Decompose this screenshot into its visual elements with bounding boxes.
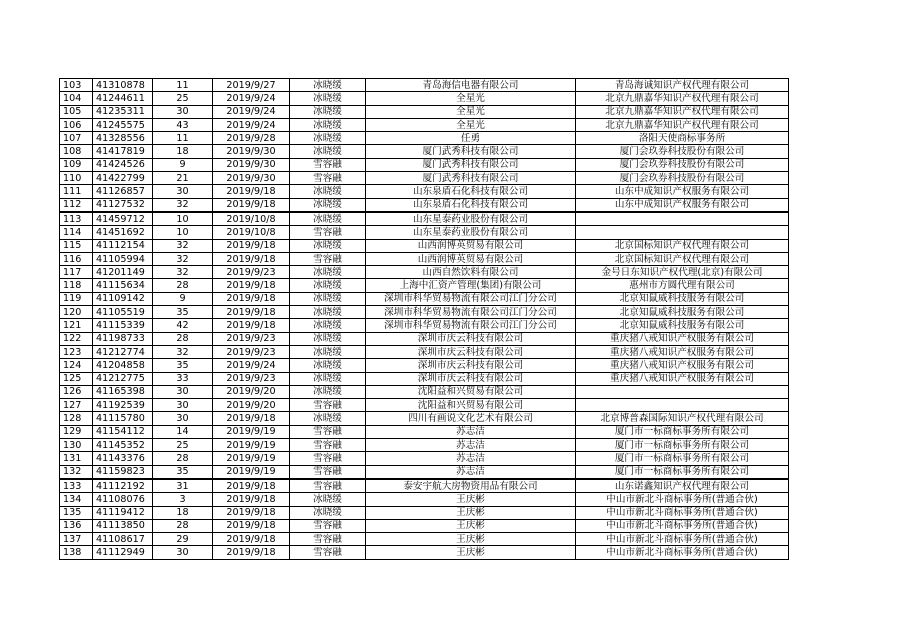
class-cell[interactable]: 21 <box>153 172 213 185</box>
row-index-cell[interactable]: 125 <box>60 372 93 385</box>
date-cell[interactable]: 2019/9/30 <box>213 172 290 185</box>
class-cell[interactable]: 25 <box>153 439 213 452</box>
mark-name-cell[interactable]: 雪容融 <box>290 226 366 239</box>
row-index-cell[interactable]: 121 <box>60 319 93 332</box>
date-cell[interactable]: 2019/9/24 <box>213 359 290 372</box>
mark-name-cell[interactable]: 冰晓缓 <box>290 319 366 332</box>
applicant-cell[interactable]: 四川有画说文化艺术有限公司 <box>366 412 576 425</box>
mark-name-cell[interactable]: 雪容融 <box>290 452 366 465</box>
application-number-cell[interactable]: 41328556 <box>93 132 153 145</box>
applicant-cell[interactable]: 深圳市庆云科技有限公司 <box>366 345 576 358</box>
agency-cell[interactable]: 厦门市一标商标事务所有限公司 <box>576 465 789 479</box>
table-row <box>60 439 789 452</box>
date-cell[interactable]: 2019/9/18 <box>213 279 290 292</box>
table-row <box>60 226 789 239</box>
table-row <box>60 372 789 385</box>
class-cell[interactable]: 35 <box>153 359 213 372</box>
mark-name-cell[interactable]: 冰晓缓 <box>290 412 366 425</box>
class-cell[interactable]: 30 <box>153 399 213 412</box>
row-index-cell[interactable]: 113 <box>60 212 93 226</box>
class-cell[interactable]: 35 <box>153 306 213 319</box>
agency-cell[interactable]: 重庆猪八戒知识产权服务有限公司 <box>576 359 789 372</box>
mark-name-cell[interactable]: 雪容融 <box>290 252 366 265</box>
table-row <box>60 399 789 412</box>
applicant-cell[interactable]: 山西自然饮料有限公司 <box>366 266 576 279</box>
row-index-cell[interactable]: 137 <box>60 533 93 546</box>
applicant-cell[interactable]: 苏志洁 <box>366 425 576 438</box>
mark-name-cell[interactable]: 雪容融 <box>290 533 366 546</box>
mark-name-cell[interactable]: 冰晓缓 <box>290 332 366 345</box>
spreadsheet <box>59 78 789 560</box>
mark-name-cell[interactable]: 冰晓缓 <box>290 145 366 158</box>
application-number-cell[interactable]: 41212775 <box>93 372 153 385</box>
application-number-cell[interactable]: 41422799 <box>93 172 153 185</box>
application-number-cell[interactable]: 41126857 <box>93 185 153 198</box>
table-row <box>60 239 789 252</box>
row-index-cell[interactable]: 126 <box>60 385 93 398</box>
class-cell[interactable]: 18 <box>153 145 213 158</box>
applicant-cell[interactable]: 厦门武秀科技有限公司 <box>366 145 576 158</box>
application-number-cell[interactable]: 41159823 <box>93 465 153 479</box>
application-number-cell[interactable]: 41424526 <box>93 158 153 171</box>
table-row <box>60 145 789 158</box>
class-cell[interactable]: 9 <box>153 158 213 171</box>
row-index-cell[interactable]: 120 <box>60 306 93 319</box>
table-row <box>60 519 789 532</box>
application-number-cell[interactable]: 41204858 <box>93 359 153 372</box>
agency-cell[interactable]: 重庆猪八戒知识产权服务有限公司 <box>576 345 789 358</box>
agency-cell[interactable]: 洛阳天使商标事务所 <box>576 132 789 145</box>
agency-cell[interactable]: 金号日东知识产权代理(北京)有限公司 <box>576 266 789 279</box>
table-row <box>60 158 789 171</box>
agency-cell[interactable]: 中山市新北斗商标事务所(普通合伙) <box>576 546 789 559</box>
table-row <box>60 279 789 292</box>
table-row <box>60 266 789 279</box>
applicant-cell[interactable]: 泰安宇航大房物资用品有限公司 <box>366 479 576 493</box>
applicant-cell[interactable]: 王庆彬 <box>366 493 576 506</box>
class-cell[interactable]: 11 <box>153 132 213 145</box>
class-cell[interactable]: 28 <box>153 452 213 465</box>
class-cell[interactable]: 32 <box>153 198 213 212</box>
application-number-cell[interactable]: 41109142 <box>93 292 153 305</box>
class-cell[interactable]: 11 <box>153 79 213 92</box>
row-index-cell[interactable]: 123 <box>60 345 93 358</box>
mark-name-cell[interactable]: 冰晓缓 <box>290 92 366 105</box>
row-index-cell[interactable]: 110 <box>60 172 93 185</box>
application-number-cell[interactable]: 41165398 <box>93 385 153 398</box>
class-cell[interactable]: 30 <box>153 185 213 198</box>
mark-name-cell[interactable]: 冰晓缓 <box>290 198 366 212</box>
row-index-cell[interactable]: 107 <box>60 132 93 145</box>
date-cell[interactable]: 2019/9/18 <box>213 519 290 532</box>
application-number-cell[interactable]: 41244611 <box>93 92 153 105</box>
application-number-cell[interactable]: 41108617 <box>93 533 153 546</box>
applicant-cell[interactable]: 深圳市庆云科技有限公司 <box>366 372 576 385</box>
applicant-cell[interactable]: 王庆彬 <box>366 519 576 532</box>
table-row <box>60 185 789 198</box>
table-row <box>60 533 789 546</box>
date-cell[interactable]: 2019/9/18 <box>213 506 290 519</box>
row-index-cell[interactable]: 136 <box>60 519 93 532</box>
row-index-cell[interactable]: 128 <box>60 412 93 425</box>
application-number-cell[interactable]: 41143376 <box>93 452 153 465</box>
application-number-cell[interactable]: 41198733 <box>93 332 153 345</box>
date-cell[interactable]: 2019/10/8 <box>213 212 290 226</box>
table-row <box>60 118 789 131</box>
class-cell[interactable]: 3 <box>153 493 213 506</box>
row-index-cell[interactable]: 105 <box>60 105 93 118</box>
agency-cell[interactable]: 中山市新北斗商标事务所(普通合伙) <box>576 493 789 506</box>
table-row <box>60 252 789 265</box>
table-row <box>60 452 789 465</box>
class-cell[interactable]: 10 <box>153 212 213 226</box>
class-cell[interactable]: 31 <box>153 479 213 493</box>
class-cell[interactable]: 29 <box>153 533 213 546</box>
applicant-cell[interactable]: 任勇 <box>366 132 576 145</box>
agency-cell[interactable]: 北京博普森国际知识产权代理有限公司 <box>576 412 789 425</box>
class-cell[interactable]: 32 <box>153 252 213 265</box>
applicant-cell[interactable]: 苏志洁 <box>366 439 576 452</box>
application-number-cell[interactable]: 41212774 <box>93 345 153 358</box>
applicant-cell[interactable]: 深圳市科华贸易物流有限公司江门分公司 <box>366 319 576 332</box>
date-cell[interactable]: 2019/9/23 <box>213 332 290 345</box>
applicant-cell[interactable]: 山西润博英贸易有限公司 <box>366 239 576 252</box>
application-number-cell[interactable]: 41105519 <box>93 306 153 319</box>
mark-name-cell[interactable]: 冰晓缓 <box>290 239 366 252</box>
date-cell[interactable]: 2019/9/19 <box>213 452 290 465</box>
date-cell[interactable]: 2019/9/18 <box>213 185 290 198</box>
table-row <box>60 132 789 145</box>
date-cell[interactable]: 2019/9/28 <box>213 132 290 145</box>
row-index-cell[interactable]: 133 <box>60 479 93 493</box>
applicant-cell[interactable]: 山东星泰药业股份有限公司 <box>366 212 576 226</box>
row-index-cell[interactable]: 106 <box>60 118 93 131</box>
table-row <box>60 412 789 425</box>
agency-cell[interactable]: 中山市新北斗商标事务所(普通合伙) <box>576 506 789 519</box>
agency-cell[interactable]: 重庆猪八戒知识产权服务有限公司 <box>576 372 789 385</box>
class-cell[interactable]: 25 <box>153 92 213 105</box>
class-cell[interactable]: 42 <box>153 319 213 332</box>
mark-name-cell[interactable]: 雪容融 <box>290 172 366 185</box>
application-number-cell[interactable]: 41417819 <box>93 145 153 158</box>
row-index-cell[interactable]: 111 <box>60 185 93 198</box>
applicant-cell[interactable]: 全星光 <box>366 105 576 118</box>
mark-name-cell[interactable]: 冰晓缓 <box>290 372 366 385</box>
date-cell[interactable]: 2019/9/18 <box>213 546 290 559</box>
mark-name-cell[interactable]: 冰晓缓 <box>290 212 366 226</box>
application-number-cell[interactable]: 41108076 <box>93 493 153 506</box>
agency-cell[interactable] <box>576 399 789 412</box>
table-row <box>60 345 789 358</box>
applicant-cell[interactable]: 山东泉盾石化科技有限公司 <box>366 185 576 198</box>
date-cell[interactable]: 2019/9/24 <box>213 118 290 131</box>
applicant-cell[interactable]: 苏志洁 <box>366 452 576 465</box>
table-row <box>60 79 789 92</box>
row-index-cell[interactable]: 116 <box>60 252 93 265</box>
mark-name-cell[interactable]: 冰晓缓 <box>290 306 366 319</box>
class-cell[interactable]: 30 <box>153 105 213 118</box>
table-row <box>60 319 789 332</box>
table-row <box>60 105 789 118</box>
agency-cell[interactable]: 山东中成知识产权服务有限公司 <box>576 198 789 212</box>
class-cell[interactable]: 32 <box>153 345 213 358</box>
date-cell[interactable]: 2019/9/19 <box>213 465 290 479</box>
date-cell[interactable]: 2019/9/18 <box>213 412 290 425</box>
mark-name-cell[interactable]: 雪容融 <box>290 465 366 479</box>
date-cell[interactable]: 2019/9/18 <box>213 239 290 252</box>
mark-name-cell[interactable]: 雪容融 <box>290 479 366 493</box>
application-number-cell[interactable]: 41115634 <box>93 279 153 292</box>
mark-name-cell[interactable]: 雪容融 <box>290 158 366 171</box>
agency-cell[interactable]: 北京九鼎嘉华知识产权代理有限公司 <box>576 105 789 118</box>
mark-name-cell[interactable]: 冰晓缓 <box>290 132 366 145</box>
class-cell[interactable]: 30 <box>153 412 213 425</box>
applicant-cell[interactable]: 全星光 <box>366 92 576 105</box>
table-row <box>60 479 789 493</box>
application-number-cell[interactable]: 41154112 <box>93 425 153 438</box>
row-index-cell[interactable]: 104 <box>60 92 93 105</box>
row-index-cell[interactable]: 131 <box>60 452 93 465</box>
table-row <box>60 332 789 345</box>
date-cell[interactable]: 2019/9/30 <box>213 145 290 158</box>
applicant-cell[interactable]: 全星光 <box>366 118 576 131</box>
class-cell[interactable]: 10 <box>153 226 213 239</box>
agency-cell[interactable]: 山东中成知识产权服务有限公司 <box>576 185 789 198</box>
agency-cell[interactable]: 厦门会玖券科技股份有限公司 <box>576 172 789 185</box>
date-cell[interactable]: 2019/10/8 <box>213 226 290 239</box>
applicant-cell[interactable]: 王庆彬 <box>366 506 576 519</box>
application-number-cell[interactable]: 41115780 <box>93 412 153 425</box>
agency-cell[interactable]: 中山市新北斗商标事务所(普通合伙) <box>576 533 789 546</box>
date-cell[interactable]: 2019/9/18 <box>213 493 290 506</box>
class-cell[interactable]: 33 <box>153 372 213 385</box>
date-cell[interactable]: 2019/9/27 <box>213 79 290 92</box>
table-body <box>60 79 789 560</box>
class-cell[interactable]: 28 <box>153 279 213 292</box>
agency-cell[interactable] <box>576 212 789 226</box>
mark-name-cell[interactable]: 雪容融 <box>290 439 366 452</box>
mark-name-cell[interactable]: 冰晓缓 <box>290 292 366 305</box>
date-cell[interactable]: 2019/9/18 <box>213 306 290 319</box>
applicant-cell[interactable]: 王庆彬 <box>366 533 576 546</box>
date-cell[interactable]: 2019/9/19 <box>213 425 290 438</box>
table-row <box>60 292 789 305</box>
applicant-cell[interactable]: 深圳市科华贸易物流有限公司江门分公司 <box>366 292 576 305</box>
table-row <box>60 306 789 319</box>
table-row <box>60 172 789 185</box>
row-index-cell[interactable]: 109 <box>60 158 93 171</box>
row-index-cell[interactable]: 114 <box>60 226 93 239</box>
applicant-cell[interactable]: 王庆彬 <box>366 546 576 559</box>
row-index-cell[interactable]: 115 <box>60 239 93 252</box>
mark-name-cell[interactable]: 冰晓缓 <box>290 359 366 372</box>
row-index-cell[interactable]: 118 <box>60 279 93 292</box>
mark-name-cell[interactable]: 冰晓缓 <box>290 266 366 279</box>
table-row <box>60 465 789 479</box>
table-row <box>60 92 789 105</box>
applicant-cell[interactable]: 深圳市庆云科技有限公司 <box>366 332 576 345</box>
class-cell[interactable]: 28 <box>153 332 213 345</box>
date-cell[interactable]: 2019/9/30 <box>213 158 290 171</box>
table-row <box>60 385 789 398</box>
row-index-cell[interactable]: 134 <box>60 493 93 506</box>
class-cell[interactable]: 30 <box>153 385 213 398</box>
row-index-cell[interactable]: 130 <box>60 439 93 452</box>
agency-cell[interactable]: 北京九鼎嘉华知识产权代理有限公司 <box>576 118 789 131</box>
date-cell[interactable]: 2019/9/18 <box>213 479 290 493</box>
applicant-cell[interactable]: 山东泉盾石化科技有限公司 <box>366 198 576 212</box>
application-number-cell[interactable]: 41201149 <box>93 266 153 279</box>
table-row <box>60 493 789 506</box>
agency-cell[interactable] <box>576 385 789 398</box>
date-cell[interactable]: 2019/9/23 <box>213 266 290 279</box>
agency-cell[interactable]: 中山市新北斗商标事务所(普通合伙) <box>576 519 789 532</box>
date-cell[interactable]: 2019/9/24 <box>213 92 290 105</box>
agency-cell[interactable]: 厦门市一标商标事务所有限公司 <box>576 439 789 452</box>
application-number-cell[interactable]: 41112949 <box>93 546 153 559</box>
applicant-cell[interactable]: 沈阳益和兴贸易有限公司 <box>366 385 576 398</box>
date-cell[interactable]: 2019/9/19 <box>213 439 290 452</box>
row-index-cell[interactable]: 103 <box>60 79 93 92</box>
application-number-cell[interactable]: 41451692 <box>93 226 153 239</box>
agency-cell[interactable]: 厦门会玖券科技股份有限公司 <box>576 145 789 158</box>
table-row <box>60 198 789 212</box>
date-cell[interactable]: 2019/9/18 <box>213 198 290 212</box>
table-row <box>60 506 789 519</box>
class-cell[interactable]: 32 <box>153 239 213 252</box>
date-cell[interactable]: 2019/9/23 <box>213 372 290 385</box>
mark-name-cell[interactable]: 雪容融 <box>290 519 366 532</box>
applicant-cell[interactable]: 沈阳益和兴贸易有限公司 <box>366 399 576 412</box>
application-number-cell[interactable]: 41235311 <box>93 105 153 118</box>
mark-name-cell[interactable]: 冰晓缓 <box>290 79 366 92</box>
date-cell[interactable]: 2019/9/18 <box>213 319 290 332</box>
agency-cell[interactable]: 北京国标知识产权代理有限公司 <box>576 239 789 252</box>
agency-cell[interactable]: 北京九鼎嘉华知识产权代理有限公司 <box>576 92 789 105</box>
applicant-cell[interactable]: 青岛海信电器有限公司 <box>366 79 576 92</box>
applicant-cell[interactable]: 深圳市庆云科技有限公司 <box>366 359 576 372</box>
applicant-cell[interactable]: 深圳市科华贸易物流有限公司江门分公司 <box>366 306 576 319</box>
row-index-cell[interactable]: 135 <box>60 506 93 519</box>
class-cell[interactable]: 43 <box>153 118 213 131</box>
date-cell[interactable]: 2019/9/24 <box>213 105 290 118</box>
row-index-cell[interactable]: 122 <box>60 332 93 345</box>
application-number-cell[interactable]: 41245575 <box>93 118 153 131</box>
row-index-cell[interactable]: 108 <box>60 145 93 158</box>
agency-cell[interactable]: 厦门市一标商标事务所有限公司 <box>576 425 789 438</box>
agency-cell[interactable]: 北京知鼠威科技服务有限公司 <box>576 306 789 319</box>
applicant-cell[interactable]: 厦门武秀科技有限公司 <box>366 172 576 185</box>
agency-cell[interactable]: 北京知鼠威科技服务有限公司 <box>576 319 789 332</box>
agency-cell[interactable]: 北京国标知识产权代理有限公司 <box>576 252 789 265</box>
application-number-cell[interactable]: 41127532 <box>93 198 153 212</box>
application-number-cell[interactable]: 41145352 <box>93 439 153 452</box>
applicant-cell[interactable]: 厦门武秀科技有限公司 <box>366 158 576 171</box>
row-index-cell[interactable]: 124 <box>60 359 93 372</box>
applicant-cell[interactable]: 苏志洁 <box>366 465 576 479</box>
row-index-cell[interactable]: 117 <box>60 266 93 279</box>
application-number-cell[interactable]: 41192539 <box>93 399 153 412</box>
row-index-cell[interactable]: 119 <box>60 292 93 305</box>
row-index-cell[interactable]: 132 <box>60 465 93 479</box>
mark-name-cell[interactable]: 雪容融 <box>290 399 366 412</box>
mark-name-cell[interactable]: 冰晓缓 <box>290 118 366 131</box>
mark-name-cell[interactable]: 冰晓缓 <box>290 385 366 398</box>
mark-name-cell[interactable]: 冰晓缓 <box>290 345 366 358</box>
applicant-cell[interactable]: 山西润博英贸易有限公司 <box>366 252 576 265</box>
agency-cell[interactable]: 厦门市一标商标事务所有限公司 <box>576 452 789 465</box>
table-row <box>60 546 789 559</box>
date-cell[interactable]: 2019/9/20 <box>213 399 290 412</box>
agency-cell[interactable]: 惠州市方圆代理有限公司 <box>576 279 789 292</box>
mark-name-cell[interactable]: 冰晓缓 <box>290 279 366 292</box>
class-cell[interactable]: 14 <box>153 425 213 438</box>
agency-cell[interactable]: 厦门会玖券科技股份有限公司 <box>576 158 789 171</box>
trademark-table <box>59 78 789 560</box>
table-row <box>60 359 789 372</box>
mark-name-cell[interactable]: 冰晓缓 <box>290 493 366 506</box>
class-cell[interactable]: 9 <box>153 292 213 305</box>
application-number-cell[interactable]: 41105994 <box>93 252 153 265</box>
class-cell[interactable]: 32 <box>153 266 213 279</box>
class-cell[interactable]: 28 <box>153 519 213 532</box>
date-cell[interactable]: 2019/9/20 <box>213 385 290 398</box>
row-index-cell[interactable]: 112 <box>60 198 93 212</box>
agency-cell[interactable]: 北京知鼠威科技服务有限公司 <box>576 292 789 305</box>
table-row <box>60 425 789 438</box>
date-cell[interactable]: 2019/9/18 <box>213 252 290 265</box>
agency-cell[interactable]: 重庆猪八戒知识产权服务有限公司 <box>576 332 789 345</box>
mark-name-cell[interactable]: 冰晓缓 <box>290 105 366 118</box>
applicant-cell[interactable]: 山东星泰药业股份有限公司 <box>366 226 576 239</box>
row-index-cell[interactable]: 129 <box>60 425 93 438</box>
mark-name-cell[interactable]: 冰晓缓 <box>290 185 366 198</box>
application-number-cell[interactable]: 41310878 <box>93 79 153 92</box>
application-number-cell[interactable]: 41119412 <box>93 506 153 519</box>
mark-name-cell[interactable]: 雪容融 <box>290 425 366 438</box>
class-cell[interactable]: 18 <box>153 506 213 519</box>
application-number-cell[interactable]: 41113850 <box>93 519 153 532</box>
agency-cell[interactable]: 青岛海诚知识产权代理有限公司 <box>576 79 789 92</box>
row-index-cell[interactable]: 127 <box>60 399 93 412</box>
class-cell[interactable]: 35 <box>153 465 213 479</box>
application-number-cell[interactable]: 41112192 <box>93 479 153 493</box>
table-row <box>60 212 789 226</box>
row-index-cell[interactable]: 138 <box>60 546 93 559</box>
agency-cell[interactable] <box>576 226 789 239</box>
application-number-cell[interactable]: 41115339 <box>93 319 153 332</box>
date-cell[interactable]: 2019/9/18 <box>213 292 290 305</box>
mark-name-cell[interactable]: 冰晓缓 <box>290 506 366 519</box>
application-number-cell[interactable]: 41459712 <box>93 212 153 226</box>
date-cell[interactable]: 2019/9/23 <box>213 345 290 358</box>
class-cell[interactable]: 30 <box>153 546 213 559</box>
agency-cell[interactable]: 山东诺鑫知识产权代理有限公司 <box>576 479 789 493</box>
mark-name-cell[interactable]: 雪容融 <box>290 546 366 559</box>
application-number-cell[interactable]: 41112154 <box>93 239 153 252</box>
applicant-cell[interactable]: 上海中汇资产管理(集团)有限公司 <box>366 279 576 292</box>
date-cell[interactable]: 2019/9/18 <box>213 533 290 546</box>
